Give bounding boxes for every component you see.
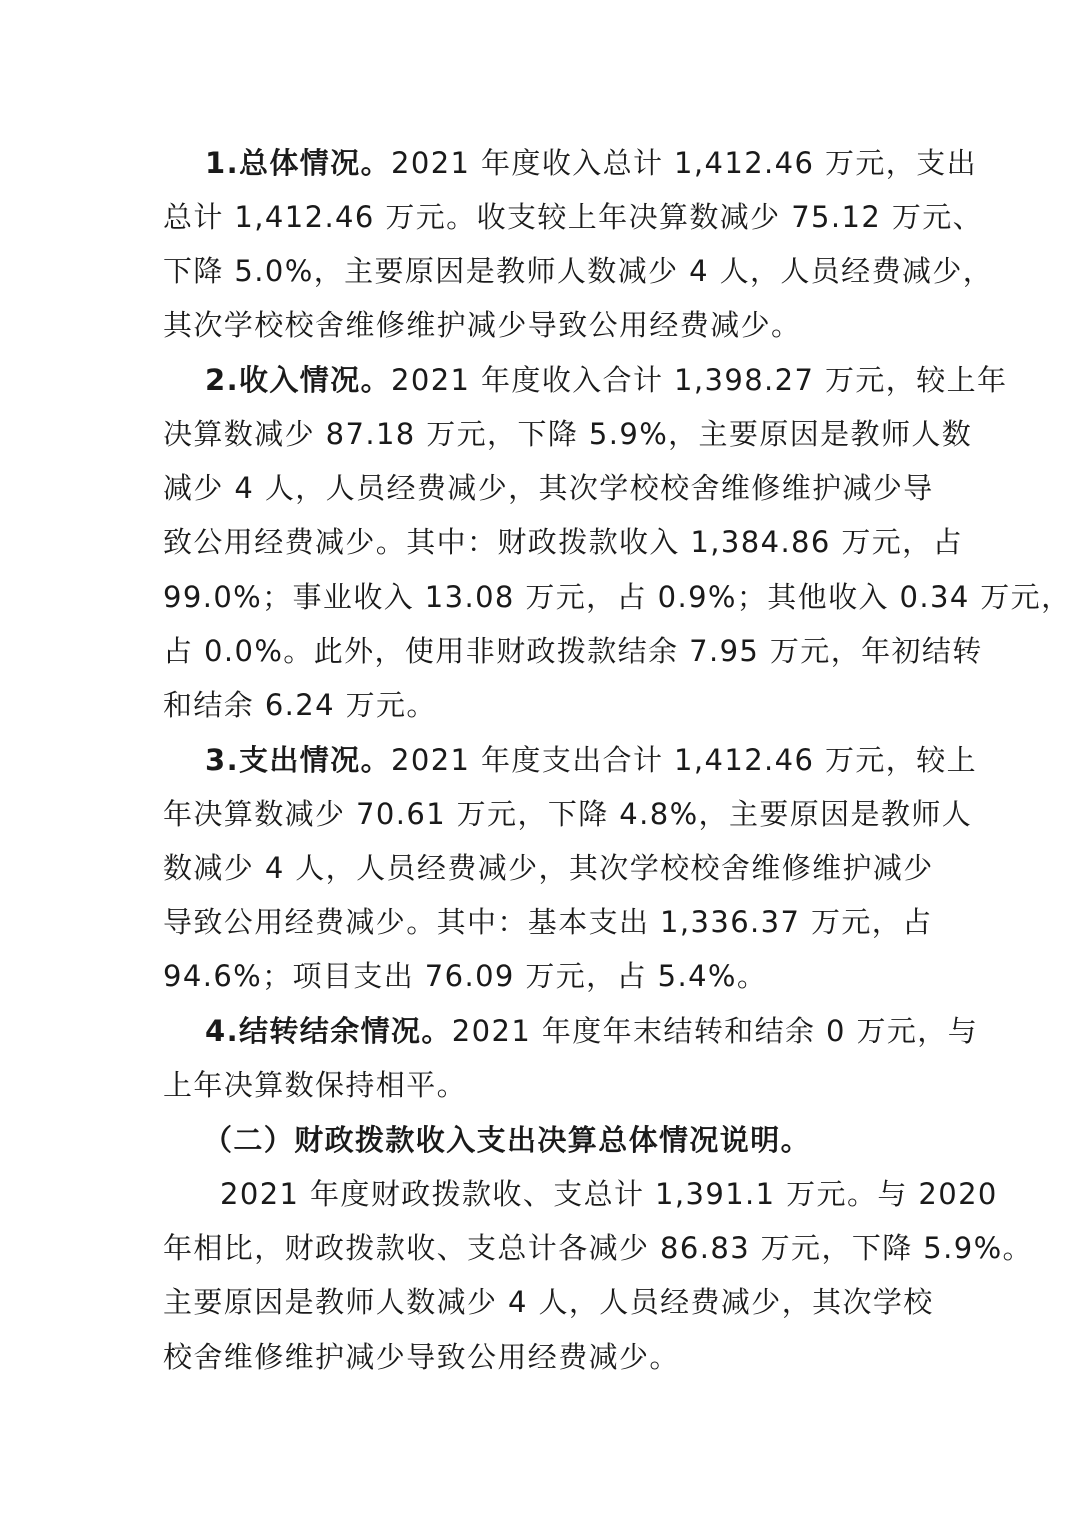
paragraph-line: 2021 年度财政拨款收、支总计 1,391.1 万元。与 2020 — [220, 1177, 998, 1211]
paragraph-line: 总计 1,412.46 万元。收支较上年决算数减少 75.12 万元、 — [163, 200, 984, 234]
subsection-heading: （二）财政拨款收入支出决算总体情况说明。 — [203, 1123, 812, 1157]
paragraph-text: 2021 年度年末结转和结余 0 万元，与 — [451, 1014, 979, 1048]
paragraph-line: 数减少 4 人，人员经费减少，其次学校校舍维修维护减少 — [163, 851, 934, 885]
paragraph-line: 年相比，财政拨款收、支总计各减少 86.83 万元，下降 5.9%。 — [163, 1231, 1033, 1265]
paragraph-line — [205, 1011, 978, 1051]
paragraph-text: 2021 年度收入合计 1,398.27 万元，较上年 — [391, 363, 1008, 397]
paragraph-line: 其次学校校舍维修维护减少导致公用经费减少。 — [163, 308, 802, 342]
paragraph-line — [205, 740, 977, 780]
paragraph-line: 占 0.0%。此外，使用非财政拨款结余 7.95 万元，年初结转 — [163, 634, 983, 668]
paragraph-line: 99.0%；事业收入 13.08 万元，占 0.9%；其他收入 0.34 万元， — [163, 580, 1072, 614]
paragraph-line: 年决算数减少 70.61 万元，下降 4.8%，主要原因是教师人 — [163, 797, 973, 831]
paragraph-line: 上年决算数保持相平。 — [163, 1068, 468, 1102]
paragraph-line — [205, 143, 977, 183]
paragraph-line: 校舍维修维护减少导致公用经费减少。 — [163, 1340, 680, 1374]
paragraph-line: 减少 4 人，人员经费减少，其次学校校舍维修维护减少导 — [163, 471, 934, 505]
paragraph-text: 2021 年度收入总计 1,412.46 万元，支出 — [391, 146, 977, 180]
paragraph-line — [205, 360, 1007, 400]
paragraph-line: 致公用经费减少。其中：财政拨款收入 1,384.86 万元，占 — [163, 525, 963, 559]
section-heading: 1.总体情况。 — [205, 146, 391, 180]
section-heading: 3.支出情况。 — [205, 743, 391, 777]
paragraph-line: 94.6%；项目支出 76.09 万元，占 5.4%。 — [163, 959, 768, 993]
section-heading: 2.收入情况。 — [205, 363, 391, 397]
paragraph-line: 主要原因是教师人数减少 4 人，人员经费减少，其次学校 — [163, 1285, 934, 1319]
paragraph-line: 和结余 6.24 万元。 — [163, 688, 437, 722]
paragraph-line: 决算数减少 87.18 万元，下降 5.9%，主要原因是教师人数 — [163, 417, 973, 451]
paragraph-line: 下降 5.0%，主要原因是教师人数减少 4 人，人员经费减少， — [163, 254, 994, 288]
paragraph-line: 导致公用经费减少。其中：基本支出 1,336.37 万元，占 — [163, 905, 933, 939]
section-heading: 4.结转结余情况。 — [205, 1014, 452, 1048]
paragraph-text: 2021 年度支出合计 1,412.46 万元，较上 — [391, 743, 977, 777]
